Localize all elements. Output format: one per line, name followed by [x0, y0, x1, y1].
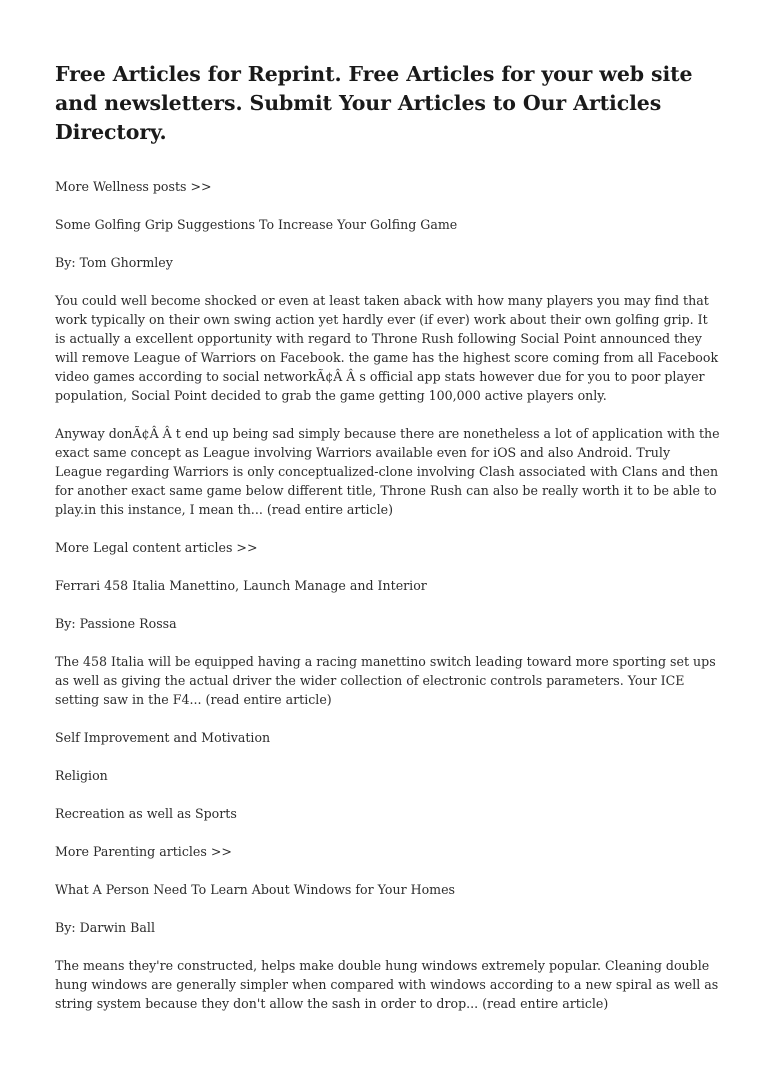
document-page — [55, 60, 720, 1013]
more-parenting-link-text[interactable]: More Parenting articles >> — [55, 844, 232, 859]
category-self-improvement[interactable]: Self Improvement and Motivation — [55, 730, 271, 745]
byline-ferrari: By: Passione Rossa — [55, 616, 177, 631]
article-title-windows: What A Person Need To Learn About Windows for Your Homes — [55, 882, 456, 897]
article-title-ferrari: Ferrari 458 Italia Manettino, Launch Manage and Interior — [55, 578, 427, 593]
category-recreation-sports[interactable]: Recreation as well as Sports — [55, 806, 237, 821]
article-title-golfing: Some Golfing Grip Suggestions To Increase Your Golfing Game — [55, 217, 458, 232]
byline-golfing: By: Tom Ghormley — [55, 255, 173, 270]
article-body-golfing-2: Anyway donÃ¢Â Â t end up being sad simply because there are nonetheless a lot of application with the exact same concept as League involving Warriors available even for iOS and also Android. Truly League regarding Warriors is only conceptualized-clone involving Clash associated with Clans and then for another exact same game below different title, Throne Rush can also be really worth it to be able to play.in this instance, I mean th... (read entire article) — [55, 426, 720, 517]
page-title: Free Articles for Reprint. Free Articles for your web site and newsletters. Submit Your Articles to Our Articles Directory. — [55, 62, 693, 144]
article-body-ferrari: The 458 Italia will be equipped having a racing manettino switch leading toward more sporting set ups as well as giving the actual driver the wider collection of electronic controls parameters. Your ICE setting saw in the F4... (read entire article) — [55, 654, 716, 707]
more-legal-link-text[interactable]: More Legal content articles >> — [55, 540, 258, 555]
article-body-windows: The means they're constructed, helps make double hung windows extremely popular. Cleaning double hung windows are generally simpler when compared with windows according to a new spiral as well as string system because they don't allow the sash in order to drop... (read entire article) — [55, 958, 719, 1011]
more-parenting-link[interactable] — [55, 842, 720, 861]
category-religion[interactable]: Religion — [55, 768, 108, 783]
more-legal-link[interactable] — [55, 538, 720, 557]
more-wellness-link-text[interactable]: More Wellness posts >> — [55, 179, 212, 194]
byline-windows: By: Darwin Ball — [55, 920, 155, 935]
article-body-golfing-1: You could well become shocked or even at least taken aback with how many players you may find that work typically on their own swing action yet hardly ever (if ever) work about their own golfing grip. It is actually a excellent opportunity with regard to Throne Rush following Social Point announced they will remove League of Warriors on Facebook. the game has the highest score coming from all Facebook video games according to social networkÃ¢Â Â s official app stats however due for you to poor player population, Social Point decided to grab the game getting 100,000 active players only. — [55, 293, 719, 403]
more-wellness-link[interactable] — [55, 177, 720, 196]
